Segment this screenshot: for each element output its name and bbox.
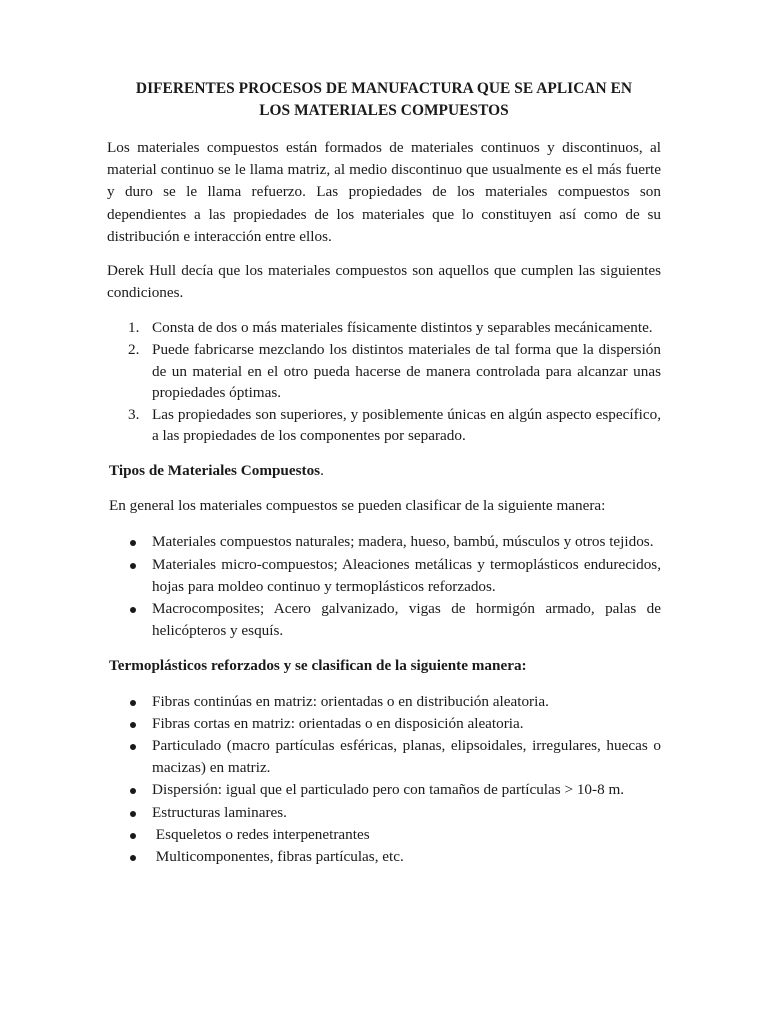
condition-text: Puede fabricarse mezclando los distintos materiales de tal forma que la dispersión de un material en el otro pueda hacerse de manera controlada para alcanzar unas propiedades óptimas.: [152, 341, 661, 402]
list-item-text: Dispersión: igual que el particulado pero con tamaños de partículas > 10-8 m.: [152, 781, 625, 799]
list-item: [152, 691, 661, 713]
list-item-text: Estructuras laminares.: [152, 803, 287, 821]
hull-paragraph: Derek Hull decía que los materiales compuestos son aquellos que cumplen las siguientes condiciones.: [107, 262, 661, 302]
bullet-icon: [130, 811, 136, 817]
condition-item: [128, 317, 661, 339]
list-item: [152, 531, 661, 553]
list-item-text: Materiales compuestos naturales; madera, hueso, bambú, músculos y otros tejidos.: [152, 533, 654, 551]
list-item-text: Macrocomposites; Acero galvanizado, vigas de hormigón armado, palas de helicópteros y esquís.: [152, 600, 661, 640]
bullet-icon: [130, 563, 136, 569]
list-item: [152, 554, 661, 598]
list-item: [152, 713, 661, 735]
condition-text: Las propiedades son superiores, y posiblemente únicas en algún aspecto específico, a las propiedades de los componentes por separado.: [152, 405, 661, 445]
list-item: [152, 846, 661, 868]
list-item-text: Fibras cortas en matriz: orientadas o en disposición aleatoria.: [152, 714, 524, 732]
list-item: [152, 779, 661, 801]
condition-item: [128, 339, 661, 404]
bullet-icon: [130, 700, 136, 706]
tipos-list: [107, 531, 661, 642]
bullet-icon: [130, 855, 136, 861]
title-line-2: LOS MATERIALES COMPUESTOS: [259, 102, 509, 119]
list-item-text: Materiales micro-compuestos; Aleaciones metálicas y termoplásticos endurecidos, hojas para moldeo continuo y termoplásticos reforzados.: [152, 555, 661, 595]
list-item-text: Esqueletos o redes interpenetrantes: [152, 825, 370, 843]
list-item: [152, 802, 661, 824]
general-paragraph: En general los materiales compuestos se pueden clasificar de la siguiente manera:: [109, 497, 606, 515]
bullet-icon: [130, 744, 136, 750]
conditions-list: [107, 317, 661, 447]
condition-text: Consta de dos o más materiales físicamente distintos y separables mecánicamente.: [152, 319, 653, 337]
section-heading-tipos: [107, 460, 661, 482]
section-heading-tipos-text: Tipos de Materiales Compuestos: [109, 461, 321, 479]
list-item: [152, 598, 661, 642]
section-heading-termoplasticos: Termoplásticos reforzados y se clasifican de la siguiente manera:: [109, 657, 527, 675]
condition-number: 1.: [128, 319, 140, 337]
section-heading-tipos-period: .: [320, 461, 324, 479]
condition-number: 2.: [128, 341, 140, 359]
list-item-text: Multicomponentes, fibras partículas, etc.: [152, 848, 404, 866]
list-item: [152, 735, 661, 779]
bullet-icon: [130, 722, 136, 728]
list-item-text: Particulado (macro partículas esféricas, planas, elipsoidales, irregulares, huecas o macizas) en matriz.: [152, 737, 661, 777]
condition-number: 3.: [128, 405, 140, 423]
bullet-icon: [130, 540, 136, 546]
list-item-text: Fibras continúas en matriz: orientadas o en distribución aleatoria.: [152, 692, 549, 710]
list-item: [152, 824, 661, 846]
condition-item: [128, 404, 661, 447]
intro-paragraph: Los materiales compuestos están formados de materiales continuos y discontinuos, al material continuo se le llama matriz, al medio discontinuo que usualmente es el más fuerte y duro se le llama refuerzo. Las propiedades de los materiales compuestos son dependientes a las propiedades de los materiales que lo constituyen así como de su distribución e interacción entre ellos.: [107, 139, 661, 245]
document-page: [107, 78, 661, 868]
bullet-icon: [130, 833, 136, 839]
bullet-icon: [130, 788, 136, 794]
bullet-icon: [130, 607, 136, 613]
title-line-1: DIFERENTES PROCESOS DE MANUFACTURA QUE SE APLICAN EN: [135, 80, 633, 97]
document-title: [107, 78, 661, 122]
termoplasticos-list: [107, 691, 661, 869]
